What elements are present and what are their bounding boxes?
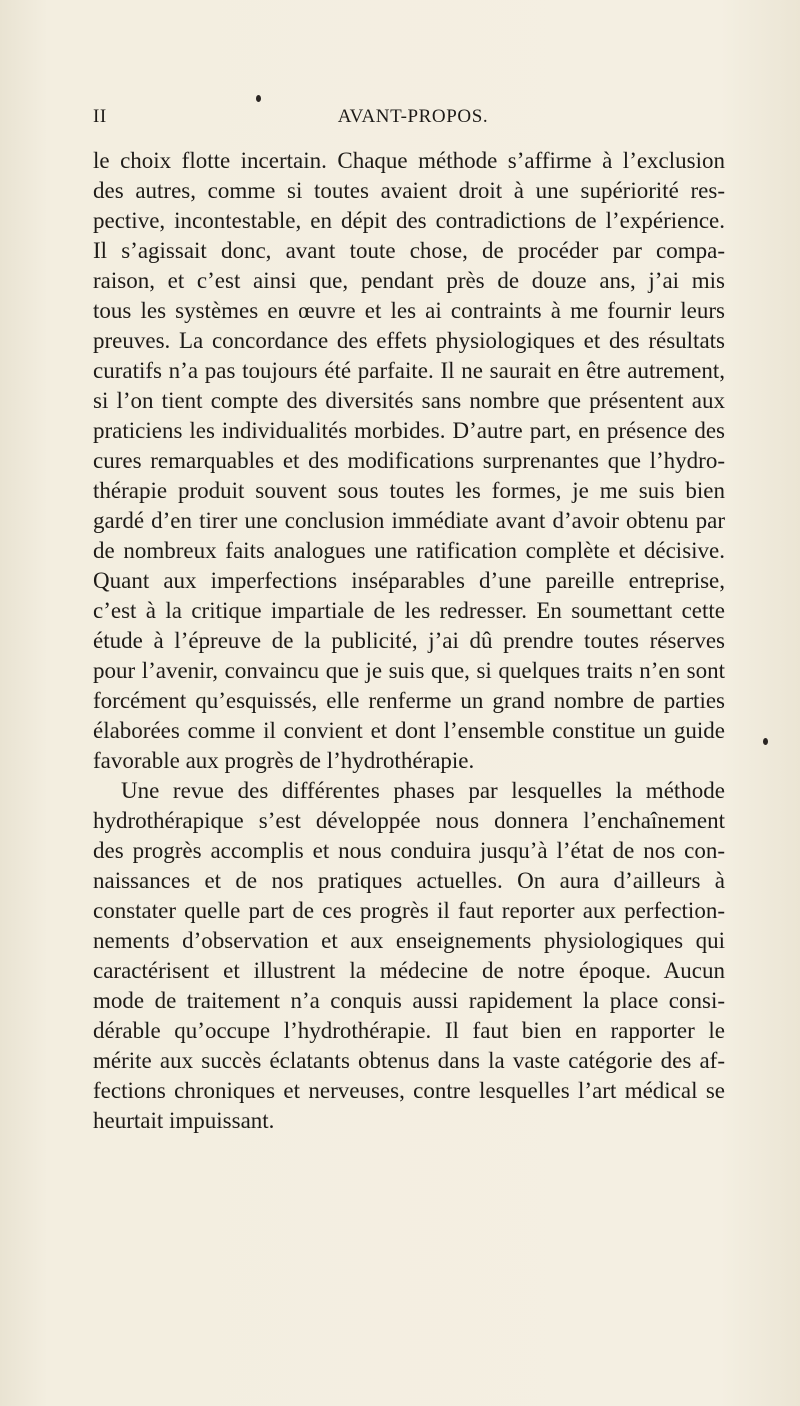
text-line: gardé d’en tirer une conclusion immédiate avant d’avoir obtenu par [93,508,725,533]
text-line: mérite aux succès éclatants obtenus dans la vaste catégorie des af- [93,1048,725,1073]
text-line: des autres, comme si toutes avaient droit à une supériorité res- [93,178,725,203]
text-line: le choix flotte incertain. Chaque méthode s’affirme à l’exclusion [93,148,725,173]
text-line: curatifs n’a pas toujours été parfaite. Il ne saurait en être autrement, [93,358,725,383]
running-title: AVANT-PROPOS. [337,106,489,127]
text-line: hydrothérapique s’est développée nous donnera l’enchaînement [93,808,725,833]
text-line: Une revue des différentes phases par lesquelles la méthode [121,778,725,803]
text-line: praticiens les individualités morbides. D’autre part, en présence des [93,418,725,443]
text-line: étude à l’épreuve de la publicité, j’ai dû prendre toutes réserves [93,628,725,653]
body-text [93,146,725,1136]
page-header [93,106,733,136]
text-line: élaborées comme il convient et dont l’ensemble constitue un guide [93,718,725,743]
page-number: II [93,106,107,127]
ink-speck [256,95,261,102]
paragraph-1 [93,146,725,776]
text-line: forcément qu’esquissés, elle renferme un grand nombre de parties [93,688,725,713]
text-line: si l’on tient compte des diversités sans nombre que présentent aux [93,388,725,413]
ink-speck [763,738,768,745]
text-line: naissances et de nos pratiques actuelles. On aura d’ailleurs à [93,868,725,893]
text-line: thérapie produit souvent sous toutes les formes, je me suis bien [93,478,725,503]
text-line: Il s’agissait donc, avant toute chose, de procéder par compa- [93,238,725,263]
text-line: favorable aux progrès de l’hydrothérapie. [93,748,475,773]
text-line: constater quelle part de ces progrès il faut reporter aux perfection- [93,898,725,923]
text-line: nements d’observation et aux enseignements physiologiques qui [93,928,725,953]
text-line: fections chroniques et nerveuses, contre lesquelles l’art médical se [93,1078,725,1103]
text-line: heurtait impuissant. [93,1108,275,1133]
text-line: de nombreux faits analogues une ratification complète et décisive. [93,538,725,563]
text-line: caractérisent et illustrent la médecine de notre époque. Aucun [93,958,725,983]
text-line: cures remarquables et des modifications surprenantes que l’hydro- [93,448,725,473]
text-line: Quant aux imperfections inséparables d’une pareille entreprise, [93,568,725,593]
text-line: c’est à la critique impartiale de les redresser. En soumettant cette [93,598,725,623]
text-line: tous les systèmes en œuvre et les ai contraints à me fournir leurs [93,298,725,323]
text-line: dérable qu’occupe l’hydrothérapie. Il faut bien en rapporter le [93,1018,725,1043]
text-line: raison, et c’est ainsi que, pendant près de douze ans, j’ai mis [93,268,725,293]
text-line: mode de traitement n’a conquis aussi rapidement la place consi- [93,988,725,1013]
text-line: preuves. La concordance des effets physiologiques et des résultats [93,328,725,353]
text-line: des progrès accomplis et nous conduira jusqu’à l’état de nos con- [93,838,725,863]
text-line: pective, incontestable, en dépit des contradictions de l’expérience. [93,208,725,233]
text-line: pour l’avenir, convaincu que je suis que, si quelques traits n’en sont [93,658,725,683]
paragraph-2 [93,776,725,1136]
